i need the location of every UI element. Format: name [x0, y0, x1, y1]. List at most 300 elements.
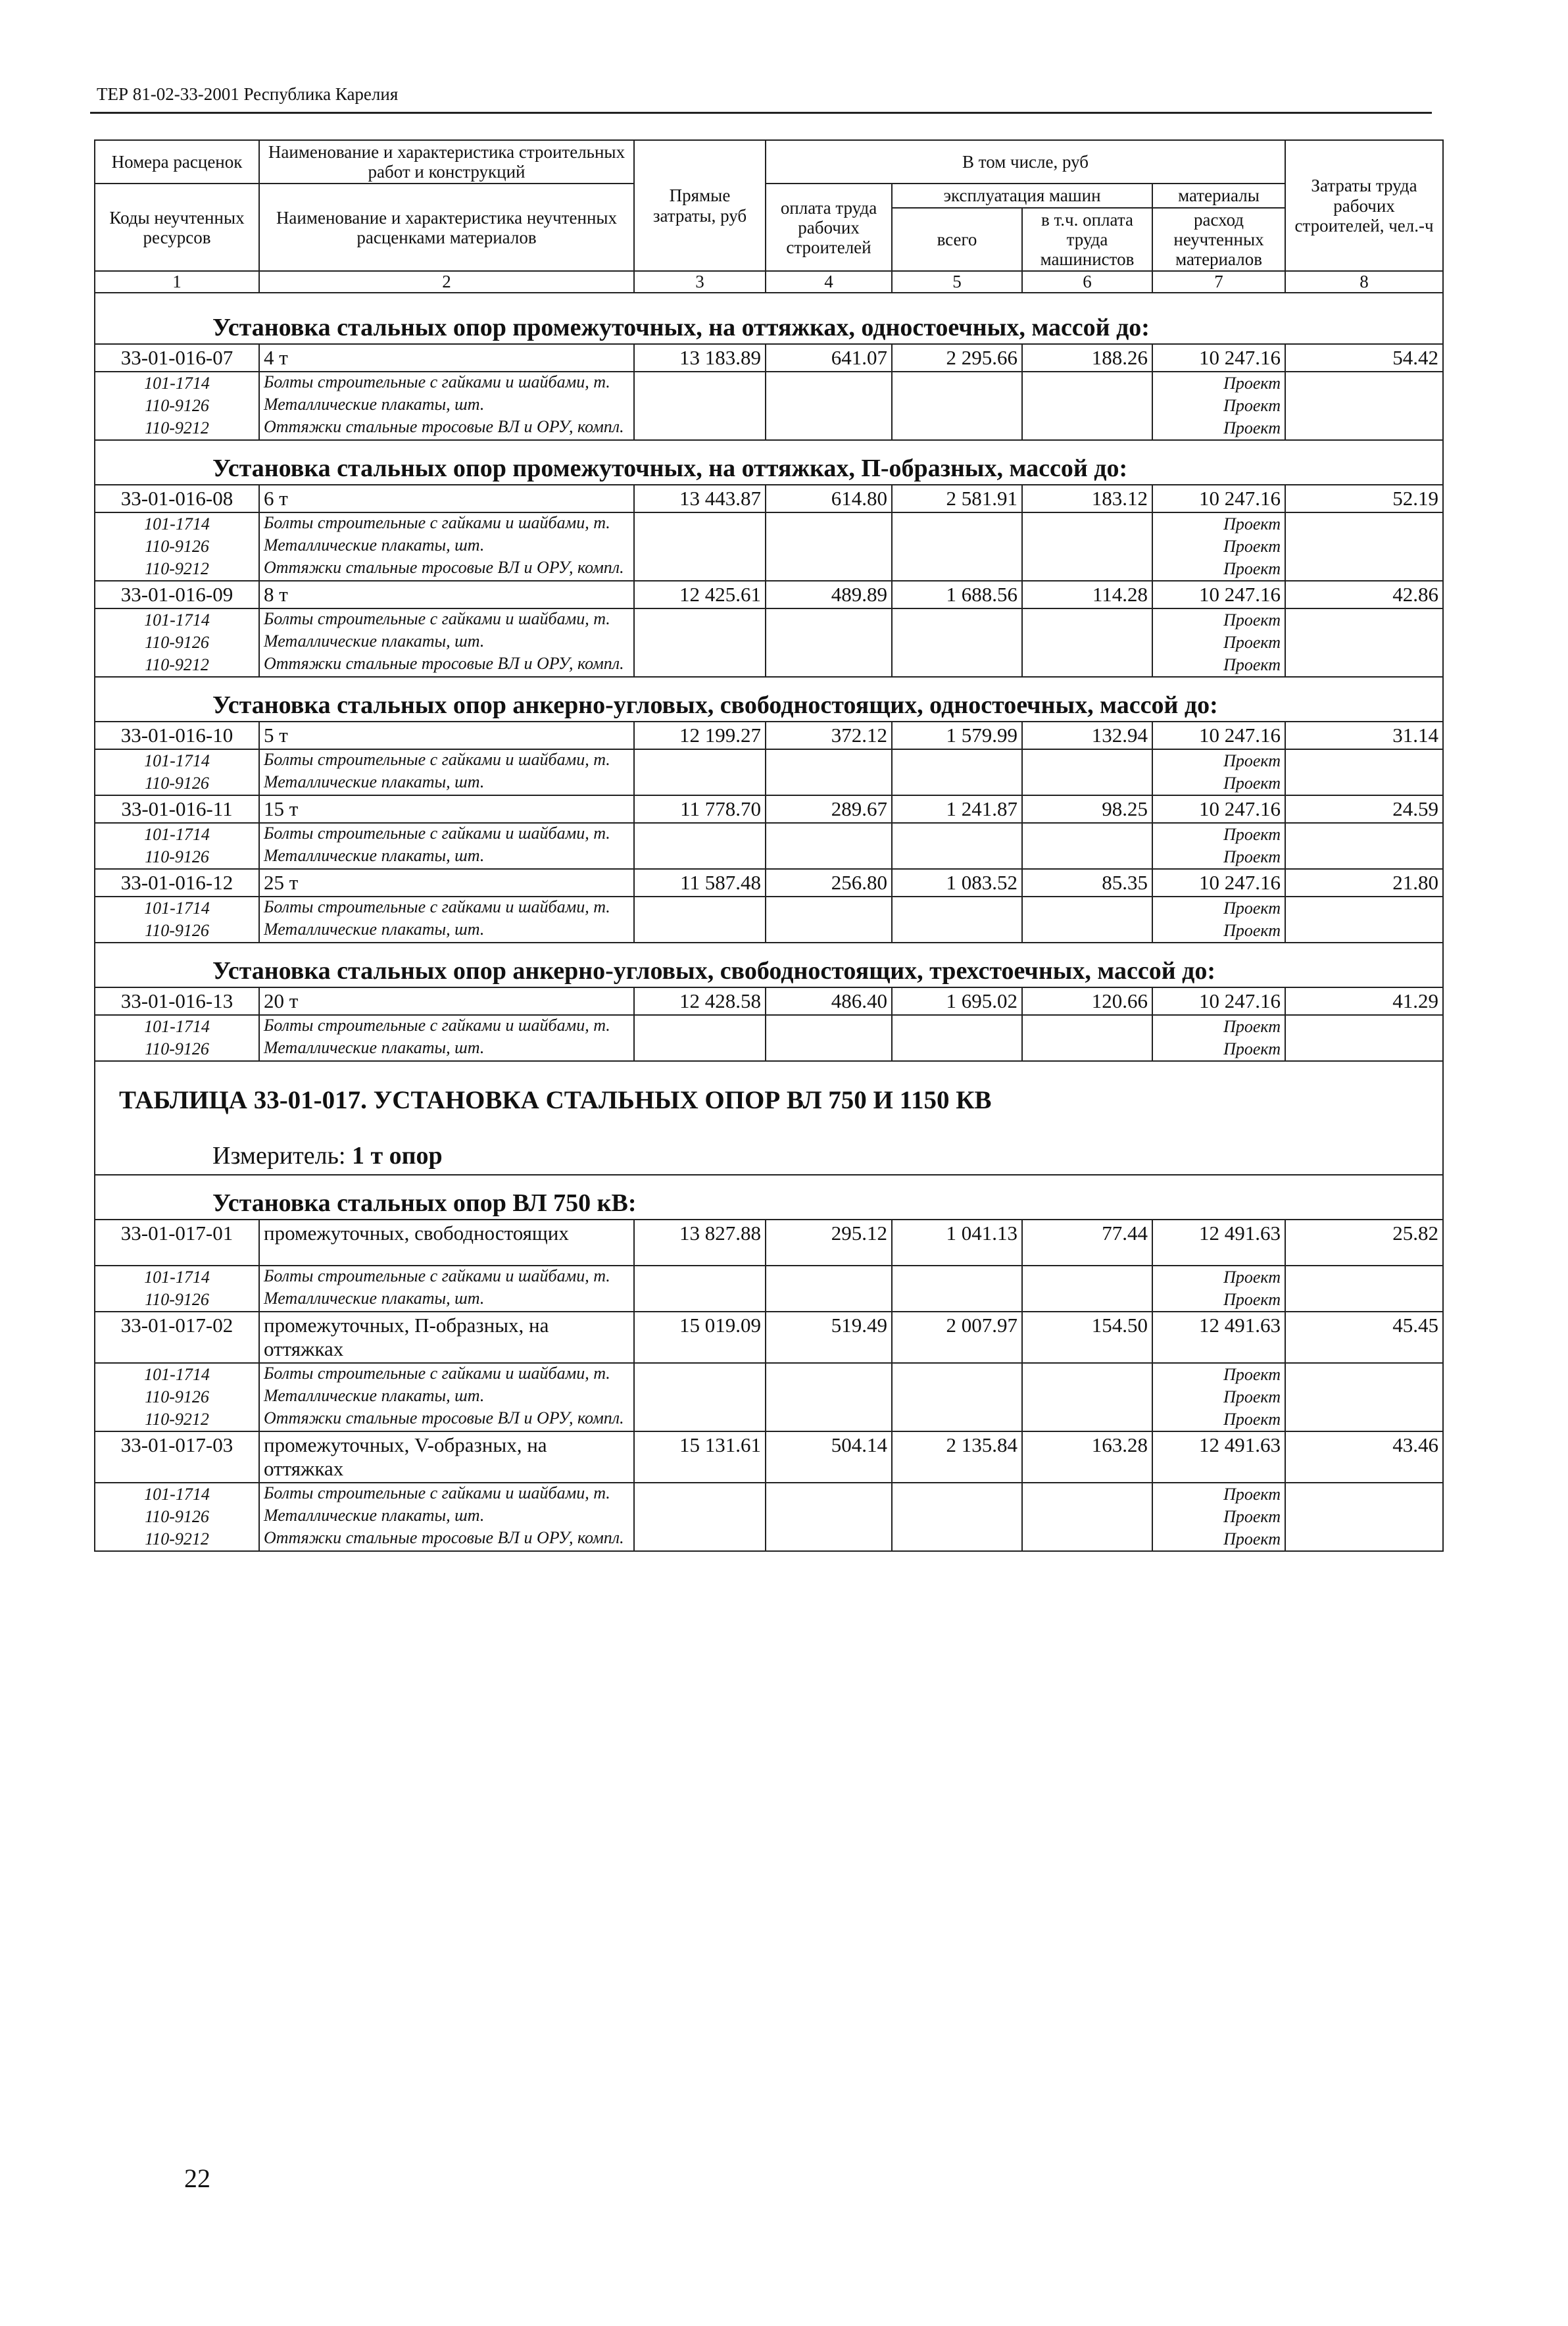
col-number: 5 — [892, 271, 1022, 293]
resource-row — [95, 1386, 1443, 1408]
resource-row — [95, 920, 1443, 943]
machinist-pay: 77.44 — [1022, 1220, 1152, 1266]
resource-name: Оттяжки стальные тросовые ВЛ и ОРУ, компл. — [259, 558, 634, 581]
labor-hours: 41.29 — [1285, 987, 1443, 1015]
empty-cell — [766, 823, 892, 846]
empty-cell — [892, 1408, 1022, 1431]
worker-pay-header: оплата труда рабочих строителей — [766, 184, 892, 271]
empty-cell — [1285, 846, 1443, 869]
empty-cell — [766, 558, 892, 581]
resource-project: Проект — [1152, 654, 1285, 677]
resource-code: 110-9126 — [95, 1386, 259, 1408]
empty-cell — [766, 1506, 892, 1528]
labor-hours: 24.59 — [1285, 795, 1443, 823]
empty-cell — [634, 823, 766, 846]
resource-project: Проект — [1152, 417, 1285, 440]
empty-cell — [766, 1386, 892, 1408]
empty-cell — [892, 749, 1022, 772]
empty-cell — [1022, 1289, 1152, 1312]
section-row — [95, 440, 1443, 485]
resource-row — [95, 512, 1443, 535]
empty-cell — [634, 1038, 766, 1061]
worker-pay: 295.12 — [766, 1220, 892, 1266]
empty-cell — [1022, 1386, 1152, 1408]
resource-code: 101-1714 — [95, 823, 259, 846]
empty-cell — [634, 1289, 766, 1312]
machinist-pay: 163.28 — [1022, 1431, 1152, 1483]
direct-costs: 15 019.09 — [634, 1312, 766, 1363]
empty-cell — [1022, 1528, 1152, 1551]
empty-cell — [766, 631, 892, 654]
resource-row — [95, 1266, 1443, 1289]
empty-cell — [892, 1528, 1022, 1551]
empty-cell — [892, 823, 1022, 846]
empty-cell — [1285, 631, 1443, 654]
machines-total: 2 135.84 — [892, 1431, 1022, 1483]
resource-code: 110-9126 — [95, 920, 259, 943]
empty-cell — [1285, 372, 1443, 395]
rate-row — [95, 987, 1443, 1015]
empty-cell — [634, 417, 766, 440]
empty-cell — [766, 920, 892, 943]
resource-name: Болты строительные с гайками и шайбами, т. — [259, 1363, 634, 1386]
resource-code: 110-9126 — [95, 846, 259, 869]
resource-row — [95, 1408, 1443, 1431]
resource-project: Проект — [1152, 1289, 1285, 1312]
resource-row — [95, 608, 1443, 631]
empty-cell — [1022, 608, 1152, 631]
empty-cell — [1285, 417, 1443, 440]
resource-project: Проект — [1152, 1363, 1285, 1386]
col2-bottom-header: Наименование и характеристика неучтенных расценками материалов — [259, 184, 634, 271]
materials-cost: 10 247.16 — [1152, 722, 1285, 749]
materials-cost: 10 247.16 — [1152, 581, 1285, 608]
empty-cell — [1022, 654, 1152, 677]
empty-cell — [1285, 654, 1443, 677]
empty-cell — [634, 395, 766, 417]
empty-cell — [766, 1289, 892, 1312]
resource-project: Проект — [1152, 897, 1285, 920]
empty-cell — [1285, 823, 1443, 846]
empty-cell — [1022, 631, 1152, 654]
resource-code: 101-1714 — [95, 1363, 259, 1386]
empty-cell — [1285, 1408, 1443, 1431]
resource-name: Оттяжки стальные тросовые ВЛ и ОРУ, компл. — [259, 417, 634, 440]
header-row-1 — [95, 140, 1443, 184]
empty-cell — [1285, 1015, 1443, 1038]
empty-cell — [892, 1266, 1022, 1289]
resource-code: 101-1714 — [95, 608, 259, 631]
resource-row — [95, 846, 1443, 869]
col-number: 6 — [1022, 271, 1152, 293]
resource-code: 110-9126 — [95, 1506, 259, 1528]
empty-cell — [1022, 846, 1152, 869]
rate-code: 33-01-016-11 — [95, 795, 259, 823]
empty-cell — [634, 654, 766, 677]
rate-code: 33-01-016-13 — [95, 987, 259, 1015]
machinist-pay: 98.25 — [1022, 795, 1152, 823]
resource-name: Металлические плакаты, шт. — [259, 1038, 634, 1061]
resource-project: Проект — [1152, 372, 1285, 395]
resource-project: Проект — [1152, 631, 1285, 654]
rate-code: 33-01-016-07 — [95, 344, 259, 372]
direct-costs: 13 443.87 — [634, 485, 766, 512]
materials-cost: 10 247.16 — [1152, 869, 1285, 897]
rate-row — [95, 722, 1443, 749]
empty-cell — [892, 654, 1022, 677]
rate-row — [95, 485, 1443, 512]
empty-cell — [1022, 897, 1152, 920]
resource-row — [95, 1528, 1443, 1551]
direct-costs: 13 183.89 — [634, 344, 766, 372]
resource-code: 110-9126 — [95, 535, 259, 558]
materials-consumption-header: расход неучтенных материалов — [1152, 208, 1285, 272]
resource-name: Металлические плакаты, шт. — [259, 920, 634, 943]
rate-row — [95, 1431, 1443, 1483]
resource-project: Проект — [1152, 512, 1285, 535]
empty-cell — [766, 372, 892, 395]
rate-name: 5 т — [259, 722, 634, 749]
empty-cell — [1022, 512, 1152, 535]
resource-row — [95, 749, 1443, 772]
rate-name: 25 т — [259, 869, 634, 897]
empty-cell — [766, 1483, 892, 1506]
resource-project: Проект — [1152, 1506, 1285, 1528]
table-title-row — [95, 1061, 1443, 1122]
materials-cost: 12 491.63 — [1152, 1220, 1285, 1266]
resource-row — [95, 1483, 1443, 1506]
rate-name: 6 т — [259, 485, 634, 512]
empty-cell — [1285, 1038, 1443, 1061]
resource-row — [95, 1289, 1443, 1312]
empty-cell — [634, 535, 766, 558]
empty-cell — [1285, 897, 1443, 920]
empty-cell — [766, 608, 892, 631]
empty-cell — [1022, 1506, 1152, 1528]
empty-cell — [634, 749, 766, 772]
empty-cell — [892, 772, 1022, 795]
empty-cell — [892, 1506, 1022, 1528]
machinist-pay: 188.26 — [1022, 344, 1152, 372]
labor-hours: 45.45 — [1285, 1312, 1443, 1363]
empty-cell — [634, 772, 766, 795]
resource-row — [95, 897, 1443, 920]
empty-cell — [1022, 749, 1152, 772]
empty-cell — [1285, 1483, 1443, 1506]
resource-row — [95, 417, 1443, 440]
empty-cell — [1285, 512, 1443, 535]
labor-hours-header: Затраты труда рабочих строителей, чел.-ч — [1285, 140, 1443, 271]
resource-code: 110-9212 — [95, 1408, 259, 1431]
empty-cell — [892, 512, 1022, 535]
empty-cell — [766, 1015, 892, 1038]
rate-row — [95, 1220, 1443, 1266]
resource-project: Проект — [1152, 558, 1285, 581]
resource-row — [95, 772, 1443, 795]
resource-name: Болты строительные с гайками и шайбами, т. — [259, 372, 634, 395]
col1-top-header: Номера расценок — [95, 140, 259, 184]
resource-name: Оттяжки стальные тросовые ВЛ и ОРУ, компл. — [259, 1408, 634, 1431]
worker-pay: 256.80 — [766, 869, 892, 897]
empty-cell — [634, 372, 766, 395]
resource-project: Проект — [1152, 1528, 1285, 1551]
materials-cost: 10 247.16 — [1152, 987, 1285, 1015]
empty-cell — [892, 1015, 1022, 1038]
empty-cell — [1022, 535, 1152, 558]
resource-code: 110-9126 — [95, 1289, 259, 1312]
empty-cell — [634, 1408, 766, 1431]
empty-cell — [1285, 920, 1443, 943]
direct-costs: 12 428.58 — [634, 987, 766, 1015]
resource-row — [95, 1015, 1443, 1038]
labor-hours: 31.14 — [1285, 722, 1443, 749]
resource-name: Металлические плакаты, шт. — [259, 395, 634, 417]
empty-cell — [892, 535, 1022, 558]
resource-row — [95, 1038, 1443, 1061]
empty-cell — [1285, 1506, 1443, 1528]
direct-costs: 11 778.70 — [634, 795, 766, 823]
empty-cell — [1022, 1408, 1152, 1431]
resource-project: Проект — [1152, 1038, 1285, 1061]
empty-cell — [634, 608, 766, 631]
resource-name: Металлические плакаты, шт. — [259, 1386, 634, 1408]
machinist-pay: 85.35 — [1022, 869, 1152, 897]
empty-cell — [892, 1483, 1022, 1506]
worker-pay: 504.14 — [766, 1431, 892, 1483]
resource-code: 110-9212 — [95, 654, 259, 677]
empty-cell — [1285, 558, 1443, 581]
empty-cell — [892, 608, 1022, 631]
worker-pay: 486.40 — [766, 987, 892, 1015]
rate-row — [95, 581, 1443, 608]
rate-name: 4 т — [259, 344, 634, 372]
empty-cell — [1285, 535, 1443, 558]
empty-cell — [1285, 1386, 1443, 1408]
measure-row — [95, 1122, 1443, 1175]
worker-pay: 641.07 — [766, 344, 892, 372]
empty-cell — [634, 512, 766, 535]
empty-cell — [1022, 772, 1152, 795]
rate-name: промежуточных, П-образных, на оттяжках — [259, 1312, 634, 1363]
empty-cell — [766, 395, 892, 417]
direct-costs: 11 587.48 — [634, 869, 766, 897]
empty-cell — [634, 897, 766, 920]
empty-cell — [634, 558, 766, 581]
resource-project: Проект — [1152, 535, 1285, 558]
resource-name: Металлические плакаты, шт. — [259, 1289, 634, 1312]
empty-cell — [766, 512, 892, 535]
resource-code: 101-1714 — [95, 512, 259, 535]
table-title: ТАБЛИЦА 33-01-017. УСТАНОВКА СТАЛЬНЫХ ОПОР ВЛ 750 И 1150 КВ — [95, 1061, 1443, 1122]
resource-project: Проект — [1152, 1266, 1285, 1289]
section-row — [95, 1175, 1443, 1220]
section-row — [95, 943, 1443, 987]
resource-name: Оттяжки стальные тросовые ВЛ и ОРУ, компл. — [259, 654, 634, 677]
empty-cell — [1022, 1483, 1152, 1506]
labor-hours: 52.19 — [1285, 485, 1443, 512]
resource-code: 110-9212 — [95, 558, 259, 581]
machines-total: 2 007.97 — [892, 1312, 1022, 1363]
resource-code: 101-1714 — [95, 1483, 259, 1506]
rate-name: промежуточных, V-образных, на оттяжках — [259, 1431, 634, 1483]
empty-cell — [766, 1528, 892, 1551]
resource-name: Болты строительные с гайками и шайбами, т. — [259, 823, 634, 846]
rate-code: 33-01-016-10 — [95, 722, 259, 749]
measure-value: 1 т опор — [352, 1142, 443, 1170]
resource-project: Проект — [1152, 749, 1285, 772]
resource-project: Проект — [1152, 772, 1285, 795]
col2-top-header: Наименование и характеристика строительных работ и конструкций — [259, 140, 634, 184]
direct-costs: 12 425.61 — [634, 581, 766, 608]
rate-name: промежуточных, свободностоящих — [259, 1220, 634, 1266]
labor-hours: 42.86 — [1285, 581, 1443, 608]
empty-cell — [1285, 608, 1443, 631]
col-number: 7 — [1152, 271, 1285, 293]
machines-total: 1 083.52 — [892, 869, 1022, 897]
col1-bottom-header: Коды неучтенных ресурсов — [95, 184, 259, 271]
empty-cell — [634, 1483, 766, 1506]
empty-cell — [1022, 920, 1152, 943]
labor-hours: 25.82 — [1285, 1220, 1443, 1266]
resource-row — [95, 654, 1443, 677]
rate-name: 15 т — [259, 795, 634, 823]
resource-code: 101-1714 — [95, 1015, 259, 1038]
empty-cell — [1285, 1266, 1443, 1289]
empty-cell — [892, 395, 1022, 417]
empty-cell — [634, 846, 766, 869]
empty-cell — [634, 1266, 766, 1289]
empty-cell — [634, 1386, 766, 1408]
empty-cell — [1285, 1289, 1443, 1312]
empty-cell — [1022, 823, 1152, 846]
rate-code: 33-01-016-09 — [95, 581, 259, 608]
materials-cost: 10 247.16 — [1152, 485, 1285, 512]
machinist-pay: 132.94 — [1022, 722, 1152, 749]
section-row — [95, 677, 1443, 722]
resource-row — [95, 1363, 1443, 1386]
resource-row — [95, 631, 1443, 654]
empty-cell — [1285, 395, 1443, 417]
resource-project: Проект — [1152, 1408, 1285, 1431]
empty-cell — [634, 631, 766, 654]
resource-name: Болты строительные с гайками и шайбами, т. — [259, 608, 634, 631]
empty-cell — [1022, 558, 1152, 581]
direct-costs-header: Прямые затраты, руб — [634, 140, 766, 271]
empty-cell — [766, 1038, 892, 1061]
empty-cell — [634, 1506, 766, 1528]
resource-code: 101-1714 — [95, 372, 259, 395]
empty-cell — [892, 846, 1022, 869]
machinist-pay: 120.66 — [1022, 987, 1152, 1015]
page-header — [90, 79, 1432, 114]
empty-cell — [1022, 1015, 1152, 1038]
materials-header: материалы — [1152, 184, 1285, 207]
empty-cell — [1022, 1266, 1152, 1289]
machines-total: 2 581.91 — [892, 485, 1022, 512]
empty-cell — [892, 1289, 1022, 1312]
rate-code: 33-01-017-02 — [95, 1312, 259, 1363]
machines-total: 1 695.02 — [892, 987, 1022, 1015]
col-number: 3 — [634, 271, 766, 293]
section-title: Установка стальных опор промежуточных, на оттяжках, П-образных, массой до: — [95, 440, 1443, 485]
resource-row — [95, 823, 1443, 846]
labor-hours: 43.46 — [1285, 1431, 1443, 1483]
rate-name: 20 т — [259, 987, 634, 1015]
column-numbers-row — [95, 271, 1443, 293]
worker-pay: 289.67 — [766, 795, 892, 823]
empty-cell — [892, 897, 1022, 920]
resource-project: Проект — [1152, 395, 1285, 417]
col-number: 8 — [1285, 271, 1443, 293]
empty-cell — [1022, 1363, 1152, 1386]
measure-cell — [95, 1122, 1443, 1175]
resource-project: Проект — [1152, 846, 1285, 869]
rate-name: 8 т — [259, 581, 634, 608]
empty-cell — [1022, 1038, 1152, 1061]
section-title: Установка стальных опор промежуточных, на оттяжках, одностоечных, массой до: — [95, 293, 1443, 344]
section-title: Установка стальных опор анкерно-угловых, свободностоящих, трехстоечных, массой до: — [95, 943, 1443, 987]
resource-row — [95, 395, 1443, 417]
empty-cell — [1285, 749, 1443, 772]
materials-cost: 10 247.16 — [1152, 344, 1285, 372]
header-row-2 — [95, 184, 1443, 207]
resource-name: Металлические плакаты, шт. — [259, 631, 634, 654]
direct-costs: 13 827.88 — [634, 1220, 766, 1266]
resource-code: 110-9212 — [95, 417, 259, 440]
section-row — [95, 293, 1443, 344]
rate-code: 33-01-016-08 — [95, 485, 259, 512]
empty-cell — [892, 631, 1022, 654]
empty-cell — [634, 1528, 766, 1551]
empty-cell — [1022, 372, 1152, 395]
resource-name: Металлические плакаты, шт. — [259, 1506, 634, 1528]
resource-name: Металлические плакаты, шт. — [259, 535, 634, 558]
machines-total: 2 295.66 — [892, 344, 1022, 372]
machinist-pay: 183.12 — [1022, 485, 1152, 512]
direct-costs: 12 199.27 — [634, 722, 766, 749]
worker-pay: 519.49 — [766, 1312, 892, 1363]
worker-pay: 614.80 — [766, 485, 892, 512]
resource-code: 101-1714 — [95, 1266, 259, 1289]
labor-hours: 54.42 — [1285, 344, 1443, 372]
machines-header: эксплуатация машин — [892, 184, 1152, 207]
worker-pay: 372.12 — [766, 722, 892, 749]
machines-total: 1 579.99 — [892, 722, 1022, 749]
empty-cell — [1022, 395, 1152, 417]
resource-project: Проект — [1152, 1386, 1285, 1408]
rate-code: 33-01-017-01 — [95, 1220, 259, 1266]
rate-row — [95, 869, 1443, 897]
resource-row — [95, 558, 1443, 581]
resource-code: 110-9126 — [95, 772, 259, 795]
empty-cell — [634, 920, 766, 943]
machines-total: 1 688.56 — [892, 581, 1022, 608]
materials-cost: 12 491.63 — [1152, 1431, 1285, 1483]
resource-row — [95, 372, 1443, 395]
empty-cell — [892, 417, 1022, 440]
resource-name: Оттяжки стальные тросовые ВЛ и ОРУ, компл. — [259, 1528, 634, 1551]
labor-hours: 21.80 — [1285, 869, 1443, 897]
machinist-pay: 114.28 — [1022, 581, 1152, 608]
empty-cell — [766, 535, 892, 558]
machines-total-header: всего — [892, 208, 1022, 272]
worker-pay: 489.89 — [766, 581, 892, 608]
empty-cell — [892, 1386, 1022, 1408]
resource-code: 101-1714 — [95, 749, 259, 772]
empty-cell — [766, 749, 892, 772]
machines-total: 1 241.87 — [892, 795, 1022, 823]
empty-cell — [892, 1038, 1022, 1061]
